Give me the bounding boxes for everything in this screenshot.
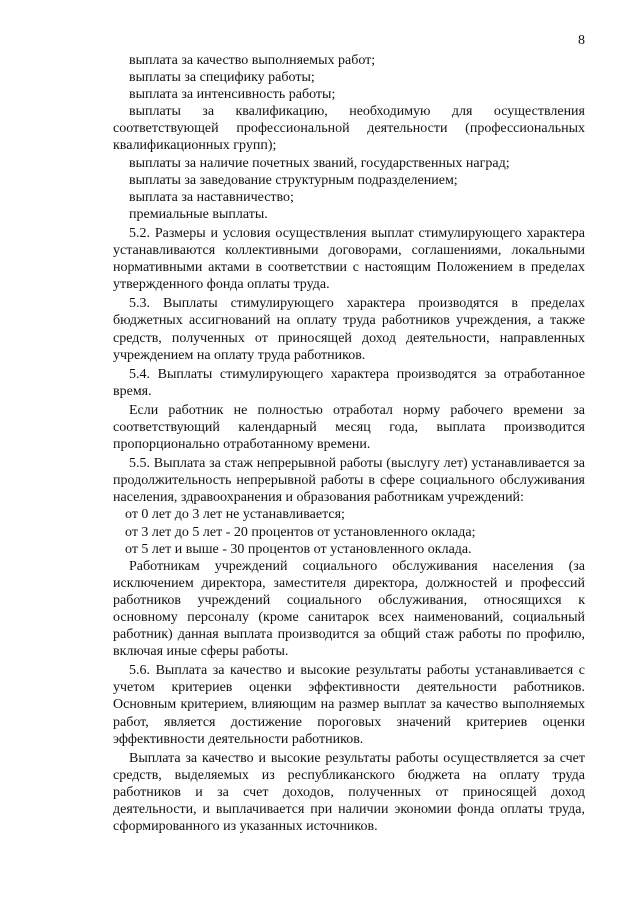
paragraph: Работникам учреждений социального обслуживания населения (за исключением директора, заместителя директора, должностей и профессий работников учреждений социального обслуживания, относящихся к основному персоналу (кроме санитарок всех наименований, социальный работник) данная выплата производится за общий стаж работы по профилю, включая иные сферы работы. — [113, 558, 585, 660]
paragraph: 5.2. Размеры и условия осуществления выплат стимулирующего характера устанавливаются коллективными договорами, соглашениями, локальными нормативными актами в соответствии с настоящим Положением в пределах утвержденного фонда оплаты труда. — [113, 225, 585, 293]
document-body — [113, 52, 585, 835]
paragraph: премиальные выплаты. — [129, 206, 268, 222]
page-number: 8 — [578, 33, 585, 48]
paragraph: выплата за качество выполняемых работ; — [129, 53, 376, 68]
paragraph: выплаты за квалификацию, необходимую для осуществления соответствующей профессиональной деятельности (профессиональных квалификационных групп); — [113, 104, 585, 154]
paragraph: от 3 лет до 5 лет - 20 процентов от установленного оклада; — [125, 524, 476, 540]
paragraph: выплата за наставничество; — [129, 189, 294, 205]
paragraph: от 0 лет до 3 лет не устанавливается; — [125, 507, 345, 523]
paragraph: 5.6. Выплата за качество и высокие результаты работы устанавливается с учетом критериев оценки эффективности деятельности работников. Основным критерием, влияющим на размер выплат за качество выполняемых работ, является достижение пороговых значений критериев оценки эффективности деятельности работников. — [113, 663, 585, 747]
paragraph: Выплата за качество и высокие результаты работы осуществляется за счет средств, выделяемых из республиканского бюджета на оплату труда работников и за счет доходов, полученных от приносящей доход деятельности, и выплачивается при наличии экономии фонда оплаты труда, сформированного из указанных источников. — [113, 750, 585, 835]
paragraph: выплата за интенсивность работы; — [129, 87, 336, 103]
paragraph: выплаты за наличие почетных званий, государственных наград; — [129, 155, 510, 171]
paragraph: выплаты за заведование структурным подразделением; — [129, 172, 458, 188]
paragraph: 5.4. Выплаты стимулирующего характера производятся за отработанное время. — [113, 366, 585, 399]
paragraph: от 5 лет и выше - 30 процентов от установленного оклада. — [125, 541, 472, 557]
paragraph: 5.3. Выплаты стимулирующего характера производятся в пределах бюджетных ассигнований на оплату труда работников учреждения, а также средств, полученных от приносящей доход деятельности, направленных учреждением на оплату труда работников. — [113, 296, 585, 363]
paragraph: выплаты за специфику работы; — [129, 70, 315, 86]
paragraph: 5.5. Выплата за стаж непрерывной работы (выслугу лет) устанавливается за продолжительность непрерывной работы в сфере социального обслуживания населения, здравоохранения и образования работникам учреждений: — [113, 456, 585, 506]
paragraph: Если работник не полностью отработал норму рабочего времени за соответствующий календарный месяц года, выплата производится пропорционально отработанному времени. — [113, 402, 585, 453]
